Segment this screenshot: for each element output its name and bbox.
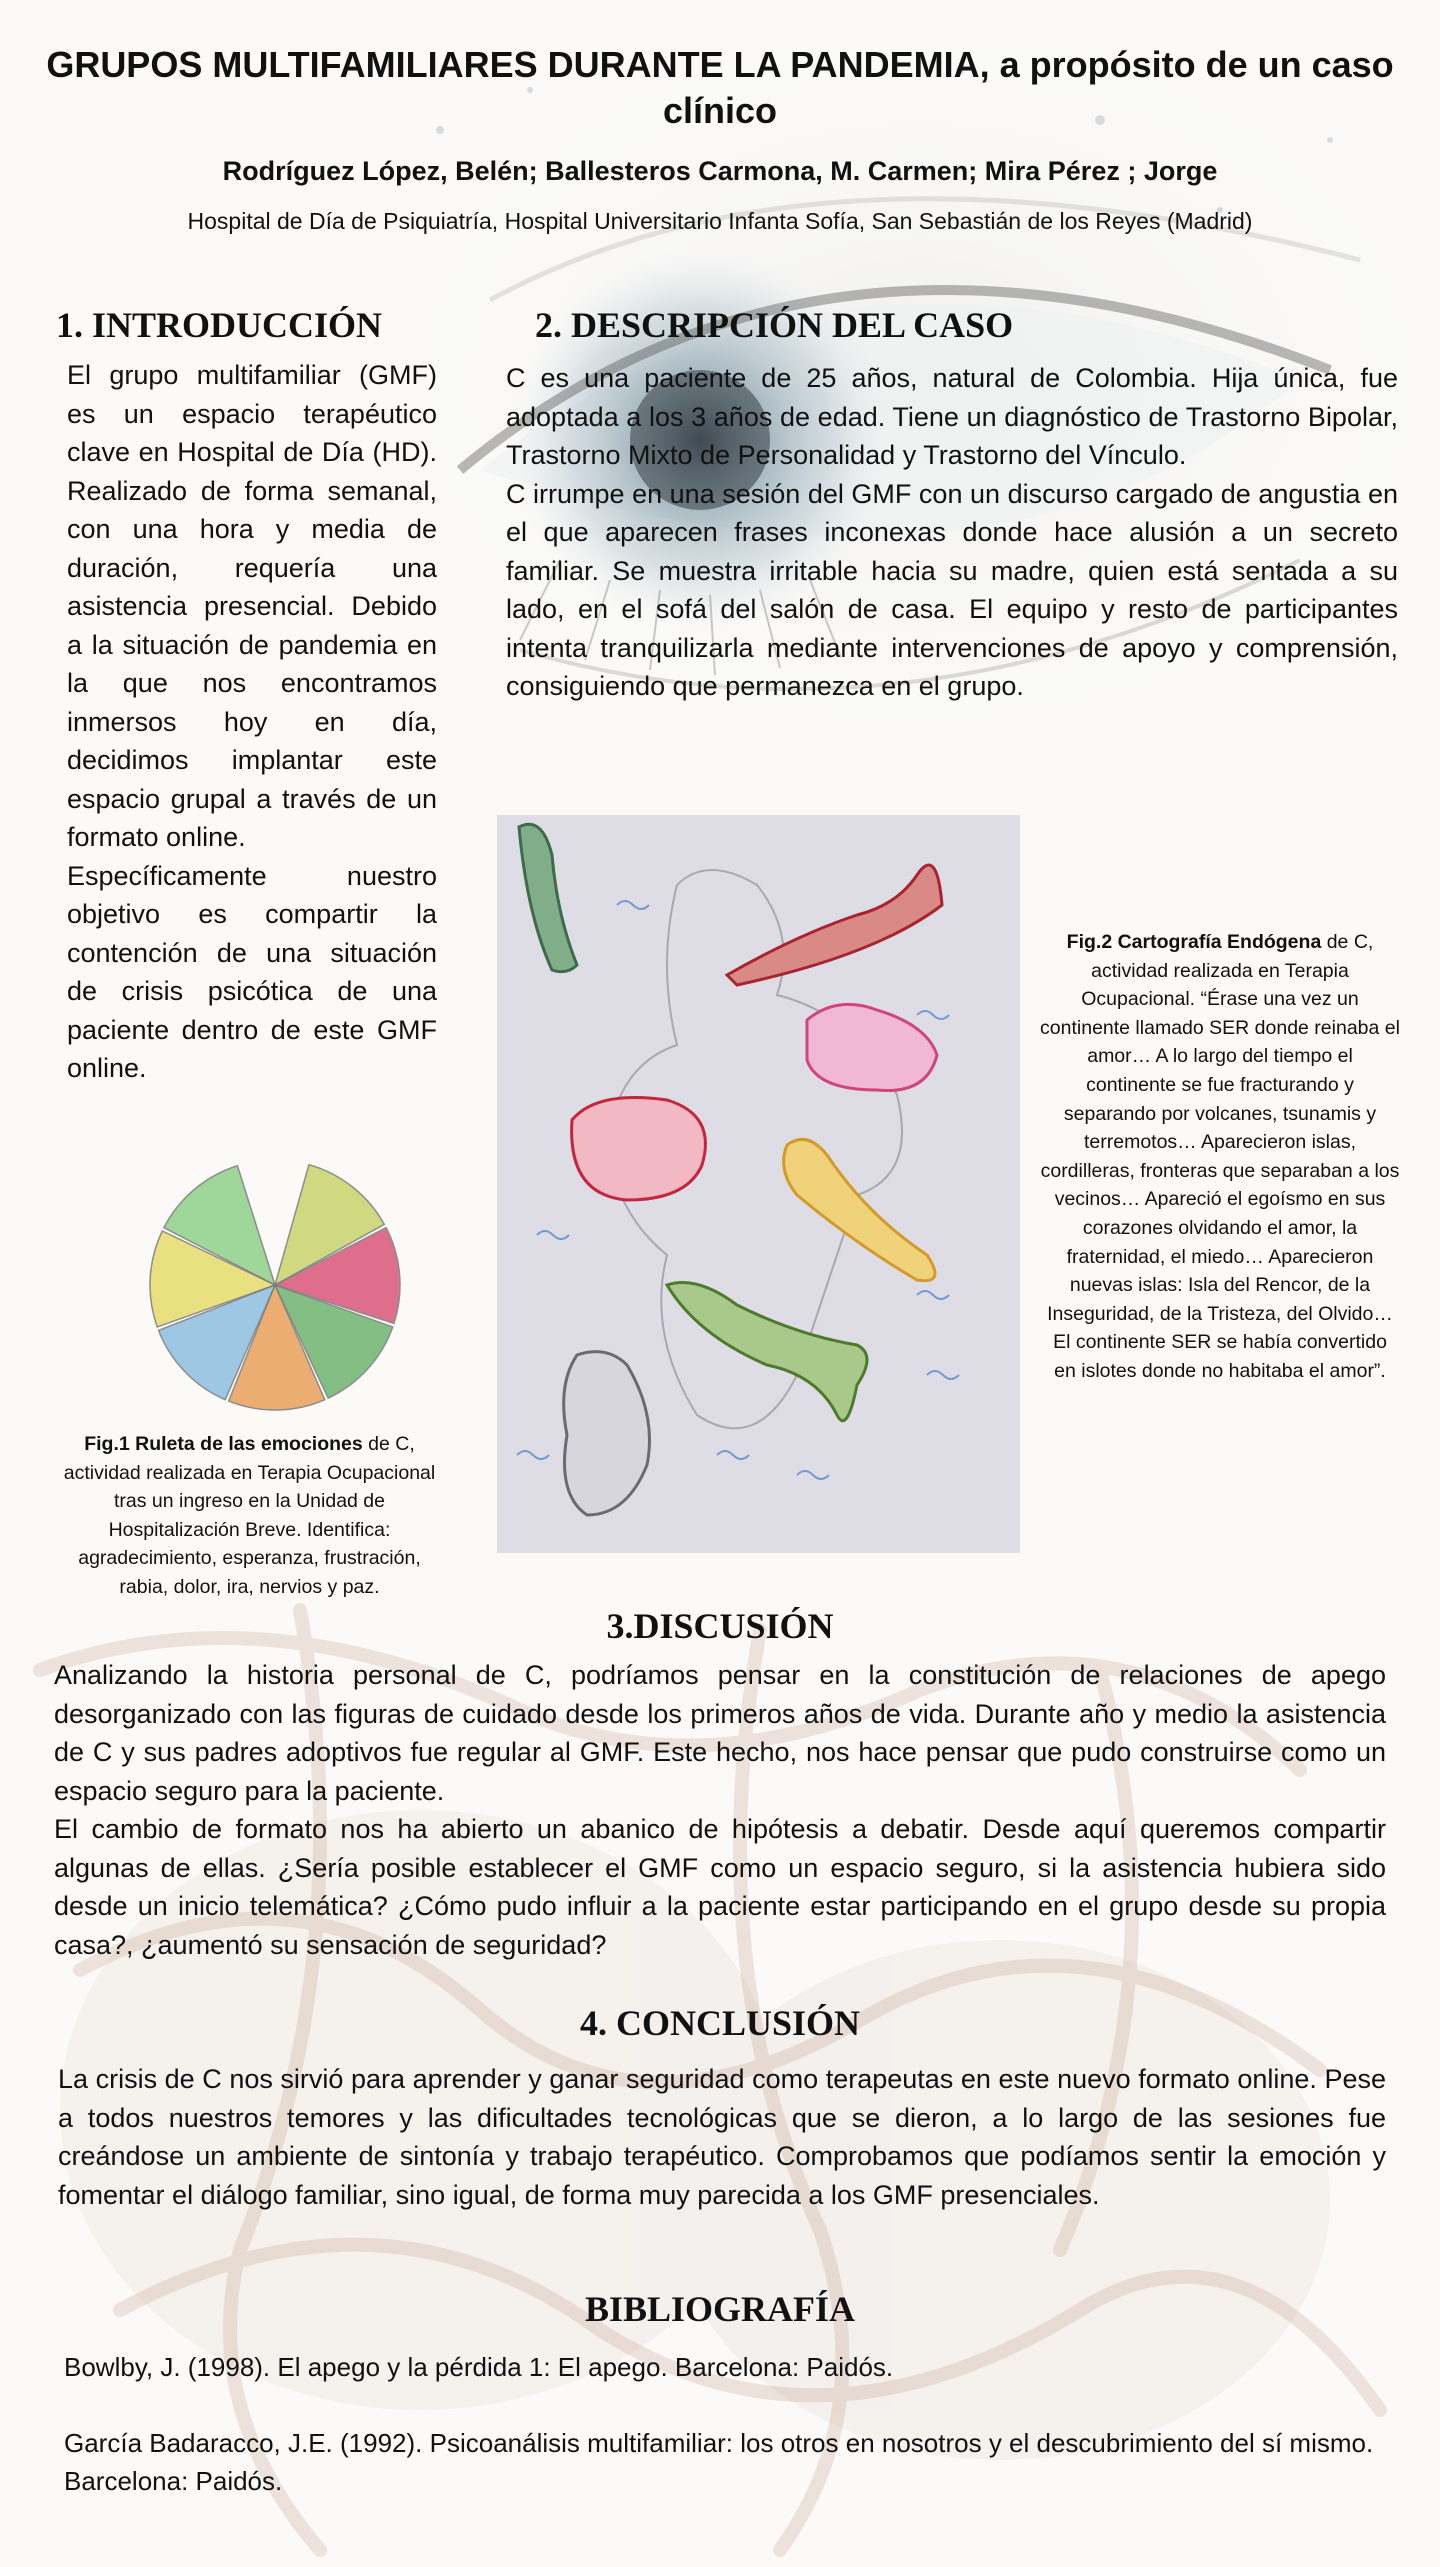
bibliography-item: Bowlby, J. (1998). El apego y la pérdida 1: El apego. Barcelona: Paidós.	[64, 2352, 894, 2382]
intro-paragraph-2: Específicamente nuestro objetivo es compartir la contención de una situación de crisis psicótica de una paciente dentro de este GMF online.	[67, 860, 437, 1083]
poster-title: GRUPOS MULTIFAMILIARES DURANTE LA PANDEMIA, a propósito de un caso clínico	[46, 44, 1394, 131]
affiliation: Hospital de Día de Psiquiatría, Hospital Universitario Infanta Sofía, San Sebastián de los Reyes (Madrid)	[187, 208, 1253, 234]
fig1-caption	[62, 1430, 437, 1601]
fig2-caption-label: Fig.2 Cartografía Endógena	[1066, 931, 1322, 953]
bibliography-item: García Badaracco, J.E. (1992). Psicoanálisis multifamiliar: los otros en nosotros y el descubrimiento del sí mismo. Barcelona: Paidós.	[64, 2428, 1374, 2496]
intro-paragraph-1: El grupo multifamiliar (GMF) es un espacio terapéutico clave en Hospital de Día (HD). Realizado de forma semanal, con una hora y media de duración, requería una asistencia presencial. Debido a la situación de pandemia en la que nos encontramos inmersos hoy en día, decidimos implantar este espacio grupal a través de un formato online.	[67, 360, 437, 852]
bibliography-heading: BIBLIOGRAFÍA	[584, 2289, 856, 2329]
bibliography-list	[64, 2348, 1396, 2538]
fig2-caption-text: de C, actividad realizada en Terapia Ocupacional. “Érase una vez un continente llamado SER donde reinaba el amor… A lo largo del tiempo el continente se fue fracturando y separando por volcanes, tsunamis y terremotos… Aparecieron islas, cordilleras, fronteras que separaban a los vecinos… Apareció el egoísmo en sus corazones olvidando el amor, la fraternidad, el miedo… Aparecieron nuevas islas: Isla del Rencor, de la Inseguridad, de la Tristeza, del Olvido… El continente SER se había convertido en islotes donde no habitaba el amor”.	[1040, 931, 1400, 1382]
description-heading: 2. DESCRIPCIÓN DEL CASO	[535, 305, 1014, 345]
fig1-caption-text: de C, actividad realizada en Terapia Ocupacional tras un ingreso en la Unidad de Hospitalización Breve. Identifica: agradecimiento, esperanza, frustración, rabia, dolor, ira, nervios y paz.	[63, 1433, 436, 1598]
fig2-caption	[1040, 928, 1400, 1386]
discussion-paragraph-2: El cambio de formato nos ha abierto un abanico de hipótesis a debatir. Desde aquí queremos compartir algunas de ellas. ¿Sería posible establecer el GMF como un espacio seguro, si la asistencia hubiera sido desde un inicio telemática? ¿Cómo pudo influir a la paciente estar participando en el grupo desde su propia casa?, ¿aumentó su sensación de seguridad?	[54, 1814, 1386, 1960]
discussion-paragraph-1: Analizando la historia personal de C, podríamos pensar en la constitución de relaciones de apego desorganizado con las figuras de cuidado desde los primeros años de vida. Durante año y medio la asistencia de C y sus padres adoptivos fue regular al GMF. Este hecho, nos hace pensar que pudo construirse como un espacio seguro para la paciente.	[54, 1660, 1386, 1806]
conclusion-heading: 4. CONCLUSIÓN	[579, 2003, 861, 2043]
discussion-body	[54, 1656, 1386, 1964]
authors: Rodríguez López, Belén; Ballesteros Carmona, M. Carmen; Mira Pérez ; Jorge	[222, 156, 1218, 186]
description-paragraph-1: C es una paciente de 25 años, natural de Colombia. Hija única, fue adoptada a los 3 años de edad. Tiene un diagnóstico de Trastorno Bipolar, Trastorno Mixto de Personalidad y Trastorno del Vínculo.	[506, 363, 1398, 470]
discussion-heading: 3.DISCUSIÓN	[606, 1606, 834, 1646]
intro-body	[67, 356, 437, 1088]
fig1-caption-label: Fig.1 Ruleta de las emociones	[84, 1433, 363, 1455]
description-body	[506, 359, 1398, 706]
description-paragraph-2: C irrumpe en una sesión del GMF con un discurso cargado de angustia en el que aparecen frases inconexas donde hace alusión a un secreto familiar. Se muestra irritable hacia su madre, quien está sentada a su lado, en el sofá del salón de casa. El equipo y resto de participantes intenta tranquilizarla mediante intervenciones de apoyo y comprensión, consiguiendo que permanezca en el grupo.	[506, 478, 1398, 701]
intro-heading: 1. INTRODUCCIÓN	[56, 305, 383, 345]
conclusion-paragraph: La crisis de C nos sirvió para aprender y ganar seguridad como terapeutas en este nuevo formato online. Pese a todos nuestros temores y las dificultades tecnológicas que se dieron, a lo largo de las sesiones fue creándose un ambiente de sintonía y trabajo terapéutico. Comprobamos que podíamos sentir la emoción y fomentar el diálogo familiar, sino igual, de forma muy parecida a los GMF presenciales.	[58, 2064, 1386, 2210]
emotion-wheel-image	[140, 1150, 410, 1420]
wheel-slices	[150, 1165, 400, 1410]
cartography-drawing-image	[497, 815, 1020, 1553]
